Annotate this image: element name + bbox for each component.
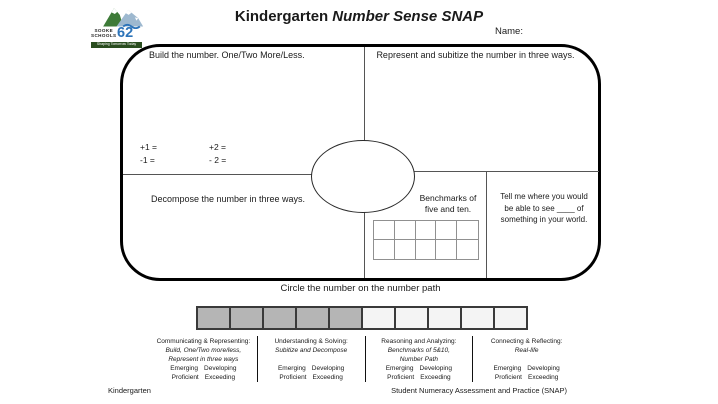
ten-frame-cell (374, 221, 395, 240)
ten-frame-cell (436, 221, 457, 240)
page-title (0, 8, 718, 25)
equation-plus-two: +2 = (209, 142, 227, 152)
rubric-subtitle-line: Number Path (399, 356, 439, 363)
benchmarks-label (393, 193, 503, 214)
level-exceeding: Exceeding (204, 374, 236, 381)
rubric-subtitle-line: Subitize and Decompose (274, 347, 348, 354)
rubric-subtitle-line: Real-life (514, 347, 539, 354)
ten-frame-cell (416, 240, 437, 259)
level-proficient: Proficient (279, 374, 307, 381)
ten-frame (373, 220, 479, 260)
level-exceeding: Exceeding (312, 374, 343, 381)
rubric-levels-row (150, 364, 257, 373)
rubric-column-communicating (150, 336, 257, 382)
rubric-levels-row (258, 364, 365, 373)
divider-right-horizontal (408, 171, 599, 172)
number-path-cell (330, 308, 363, 328)
rubric-subtitle-line: Represent in three ways (168, 356, 239, 363)
number-path-cell (264, 308, 297, 328)
number-path-instruction: Circle the number on the number path (280, 283, 441, 294)
equation-minus-one: -1 = (140, 154, 155, 165)
represent-subitize-label: Represent and subitize the number in three ways. (376, 50, 575, 60)
rubric-title: Communicating & Representing: (156, 338, 251, 345)
level-proficient: Proficient (387, 374, 415, 381)
rubric-subtitle-line: Benchmarks of 5&10, (387, 347, 450, 354)
number-path-cell (462, 308, 495, 328)
name-label: Name: (495, 26, 523, 37)
number-path-cell (429, 308, 462, 328)
number-path (196, 306, 528, 330)
rubric-title: Connecting & Reflecting: (490, 338, 563, 345)
real-life-line1: Tell me where you would (500, 192, 588, 201)
rubric-subtitle-line (258, 355, 365, 364)
ten-frame-cell (395, 240, 416, 259)
snap-board (120, 44, 601, 281)
level-developing: Developing (527, 365, 560, 372)
equation-minus-two: - 2 = (209, 154, 227, 165)
level-emerging: Emerging (493, 365, 522, 372)
rubric-title: Reasoning and Analyzing: (381, 338, 457, 345)
rubric-subtitle-line (473, 355, 580, 364)
center-number-oval (311, 140, 415, 213)
real-life-prompt (489, 191, 599, 226)
rubric-column-reasoning (365, 336, 473, 382)
logo-district-number: 62 (117, 25, 134, 41)
number-path-cell (363, 308, 396, 328)
logo-tagline: Shaping Tomorrow Today (91, 42, 142, 48)
equations-block (140, 141, 226, 166)
divider-bottom-vertical (364, 205, 365, 278)
ten-frame-cell (457, 240, 478, 259)
rubric-levels-row (366, 373, 473, 382)
level-developing: Developing (419, 365, 453, 372)
decompose-label: Decompose the number in three ways. (150, 194, 306, 204)
ten-frame-cell (457, 221, 478, 240)
number-path-cell (231, 308, 264, 328)
level-exceeding: Exceeding (420, 374, 451, 381)
level-proficient: Proficient (171, 374, 199, 381)
level-emerging: Emerging (385, 365, 414, 372)
real-life-line3: something in your world. (500, 215, 588, 224)
rubric-column-connecting (472, 336, 580, 382)
logo-name (91, 28, 117, 38)
ten-frame-cell (436, 240, 457, 259)
benchmarks-label-line1: Benchmarks of (419, 193, 477, 203)
rubric-levels-row (366, 364, 473, 373)
number-path-cell (495, 308, 526, 328)
rubric-subtitle-line: Build, One/Two more/less, (165, 347, 242, 354)
divider-left-horizontal (123, 174, 328, 175)
rubric-strip (150, 336, 580, 382)
rubric-levels-row (258, 373, 365, 382)
logo-name-top: SOOKE (94, 28, 114, 33)
page-title-italic: Number Sense SNAP (332, 8, 484, 25)
divider-top-vertical (364, 47, 365, 142)
ten-frame-cell (395, 221, 416, 240)
ten-frame-cell (374, 240, 395, 259)
footer-snap-label: Student Numeracy Assessment and Practice (SNAP) (391, 386, 567, 395)
rubric-levels-row (473, 373, 580, 382)
divider-benchmarks-reallife (486, 171, 487, 278)
rubric-levels-row (473, 364, 580, 373)
footer-grade-label: Kindergarten (108, 386, 151, 395)
rubric-column-understanding (257, 336, 365, 382)
equation-plus-one: +1 = (140, 142, 158, 152)
benchmarks-label-line2: five and ten. (424, 203, 472, 214)
ten-frame-cell (416, 221, 437, 240)
level-exceeding: Exceeding (528, 374, 559, 381)
level-emerging: Emerging (277, 365, 306, 372)
logo-name-bottom: SCHOOLS (91, 33, 117, 38)
number-path-cell (396, 308, 429, 328)
rubric-levels-row (150, 373, 257, 382)
rubric-title: Understanding & Solving: (274, 338, 348, 345)
level-developing: Developing (204, 365, 237, 372)
level-developing: Developing (311, 365, 345, 372)
number-path-cell (297, 308, 330, 328)
real-life-line2: be able to see ____ of (504, 203, 584, 213)
level-proficient: Proficient (494, 374, 522, 381)
level-emerging: Emerging (170, 365, 199, 372)
build-number-label: Build the number. One/Two More/Less. (149, 50, 305, 60)
page-title-prefix: Kindergarten (234, 8, 329, 25)
number-path-cell (198, 308, 231, 328)
